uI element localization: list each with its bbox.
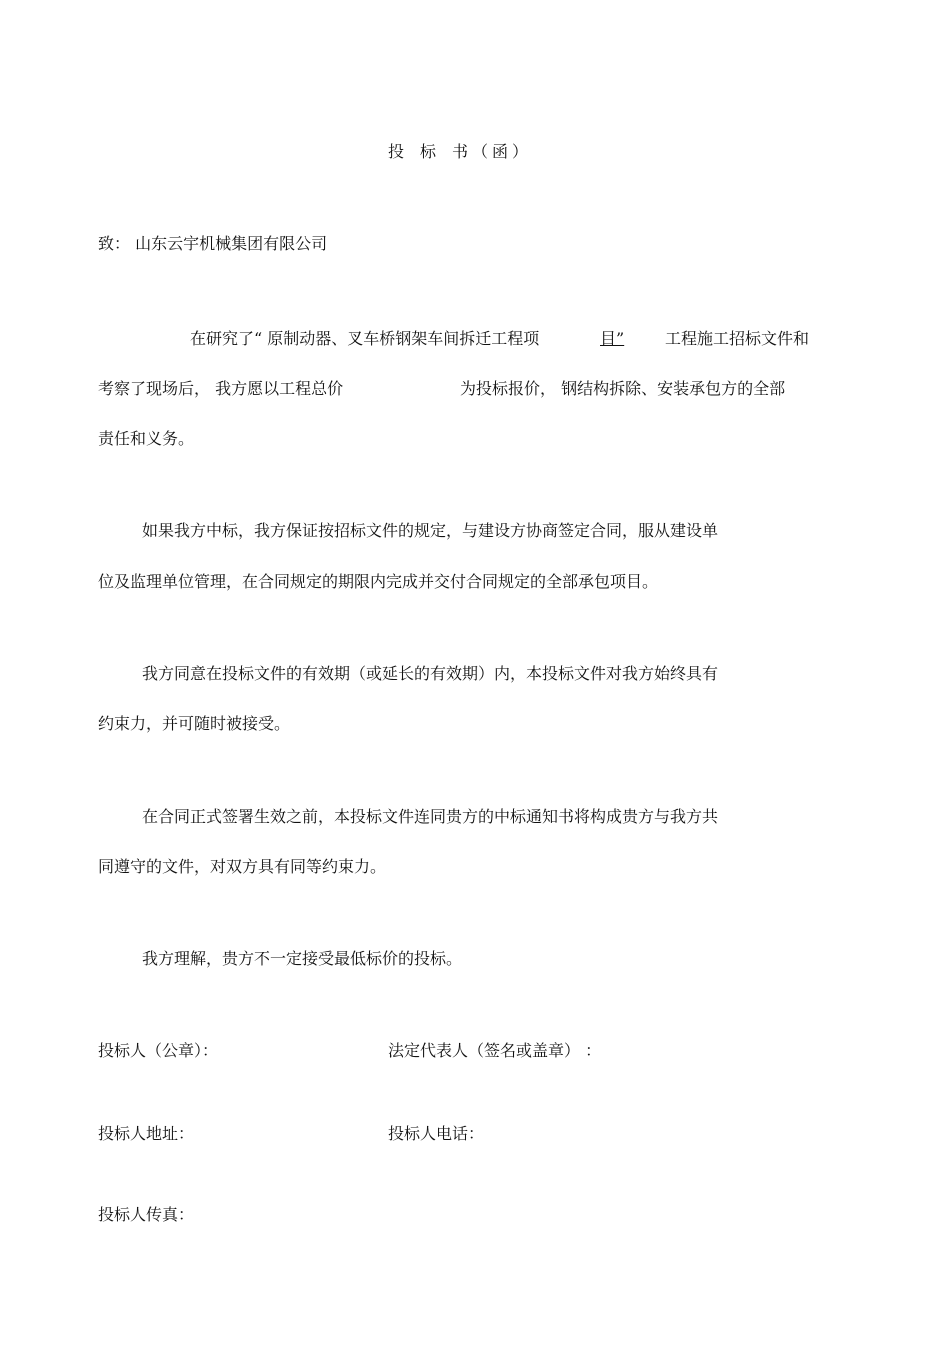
legal-representative-label: 法定代表人（签名或盖章） ： <box>388 1041 602 1060</box>
title-char-1: 投 <box>387 142 408 161</box>
title-char-3: 书（函） <box>452 142 533 161</box>
para4-line2: 同遵守的文件，对双方具有同等约束力。 <box>98 857 387 876</box>
para3-line2: 约束力，并可随时被接受。 <box>98 714 291 733</box>
bidder-fax-label: 投标人传真： <box>98 1205 195 1224</box>
para1-line1-a: 在研究了“ 原制动器、叉车桥钢架车间拆迁工程项 <box>190 329 540 348</box>
document-title <box>0 142 920 162</box>
bidder-address-label: 投标人地址： <box>98 1124 195 1143</box>
para2-line1: 如果我方中标，我方保证按招标文件的规定，与建设方协商签定合同，服从建设单 <box>142 521 719 540</box>
project-name-underline: 目” <box>600 329 625 348</box>
bidder-phone-label: 投标人电话： <box>388 1124 485 1143</box>
para3-line1: 我方同意在投标文件的有效期（或延长的有效期）内，本投标文件对我方始终具有 <box>142 664 719 683</box>
bidder-seal-label: 投标人（公章）： <box>98 1041 219 1060</box>
para1-line2-a: 考察了现场后， 我方愿以工程总价 <box>98 379 344 398</box>
title-char-2: 标 <box>419 142 440 161</box>
para4-line1: 在合同正式签署生效之前，本投标文件连同贵方的中标通知书将构成贵方与我方共 <box>142 807 719 826</box>
para2-line2: 位及监理单位管理，在合同规定的期限内完成并交付合同规定的全部承包项目。 <box>98 572 659 591</box>
para1-line2-b: 为投标报价， 钢结构拆除、安装承包方的全部 <box>460 379 786 398</box>
para5-line: 我方理解，贵方不一定接受最低标价的投标。 <box>142 949 463 968</box>
para1-line3: 责任和义务。 <box>98 429 195 448</box>
para1-line1-c: 工程施工招标文件和 <box>665 329 810 348</box>
addressee-line: 致： 山东云宇机械集团有限公司 <box>98 234 328 253</box>
